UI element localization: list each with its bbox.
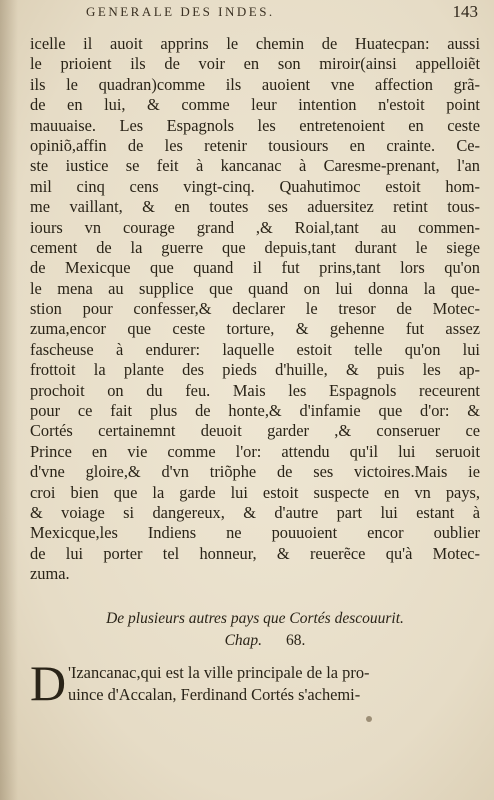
text-line: uince d'Accalan, Ferdinand Cortés s'achemi-	[68, 685, 361, 704]
text-line: mil cinq cens vingt-cinq. Quahutimoc estoit hom-	[30, 176, 480, 196]
text-line: me vaillant, & en toutes ses aduersitez retint tous-	[30, 197, 480, 217]
text-line: icelle il auoit apprins le chemin de Huatecpan: aussi	[30, 34, 480, 53]
text-line: pour ce fait plus de honte,& d'infamie que d'or: &	[30, 401, 480, 421]
text-line: 'Izancanac,qui est la ville principale de la pro-	[68, 663, 370, 682]
text-line: le mena au supplice que quand on lui donna la que-	[30, 278, 480, 298]
text-line: ste iustice se feit à kancanac à Caresme-prenant, l'an	[30, 156, 480, 176]
text-line: mauuaise. Les Espagnols les entretenoient en ceste	[30, 115, 480, 135]
text-line: stion pour confesser,& declarer le tresor de Motec-	[30, 299, 480, 319]
chapter-label-row	[30, 630, 480, 652]
text-line: de lui porter tel honneur, & reuerẽce qu'à Motec-	[30, 543, 480, 563]
text-line: d'vne gloire,& d'vn triõphe de ses victoires.Mais ie	[30, 462, 480, 482]
text-line: Prince en vie comme l'or: attendu qu'il lui seruoit	[30, 441, 480, 461]
running-title: GENERALE DES INDES.	[86, 4, 275, 19]
chapter-label: Chap.	[224, 632, 263, 649]
text-line: prochoit on du feu. Mais les Espagnols receurent	[30, 380, 480, 400]
text-line: & voiage si dangereux, & d'autre part lui estant à	[30, 502, 480, 522]
text-line: opiniõ,affin de les retenir tousiours en crainte. Ce-	[30, 135, 480, 155]
text-line: frottoit la plante des pieds d'huille, & puis les ap-	[30, 360, 480, 380]
text-line: cement de la guerre que depuis,tant durant le siege	[30, 237, 480, 257]
text-line: Cortés certainemnt deuoit garder ,& conseruer ce	[30, 421, 480, 441]
text-line: de Mexicque que quand il fut prins,tant lors qu'on	[30, 258, 480, 278]
chapter-heading	[30, 608, 480, 652]
spine-shadow	[0, 0, 18, 800]
text-line: fascheuse à endurer: laquelle estoit telle qu'on lui	[30, 339, 480, 359]
text-line: Mexicque,les Indiens ne pouuoient encor oublier	[30, 523, 480, 543]
chapter-opening	[30, 655, 480, 711]
text-line: de en lui, & comme leur intention n'estoit point	[30, 95, 480, 115]
text-line: iours vn courage grand ,& Roial,tant au commen-	[30, 217, 480, 237]
text-line: croi bien que la garde lui estoit suspecte en vn pays,	[30, 482, 480, 502]
page-header	[30, 4, 478, 26]
chapter-number: 68.	[286, 632, 306, 649]
drop-cap: D	[30, 655, 67, 711]
ink-smudge	[366, 716, 372, 722]
chapter-title: De plusieurs autres pays que Cortés descouurit.	[106, 610, 404, 627]
page-number: 143	[452, 2, 478, 21]
text-line: zuma.	[30, 564, 70, 584]
body-text	[30, 34, 480, 585]
text-line: ils le quadran)comme ils auoient vne affection grã-	[30, 74, 480, 94]
text-line: le prioient ils de voir en son miroir(ainsi appelloiẽt	[30, 54, 480, 74]
text-line: zuma,encor que ceste torture, & gehenne fut assez	[30, 319, 480, 339]
